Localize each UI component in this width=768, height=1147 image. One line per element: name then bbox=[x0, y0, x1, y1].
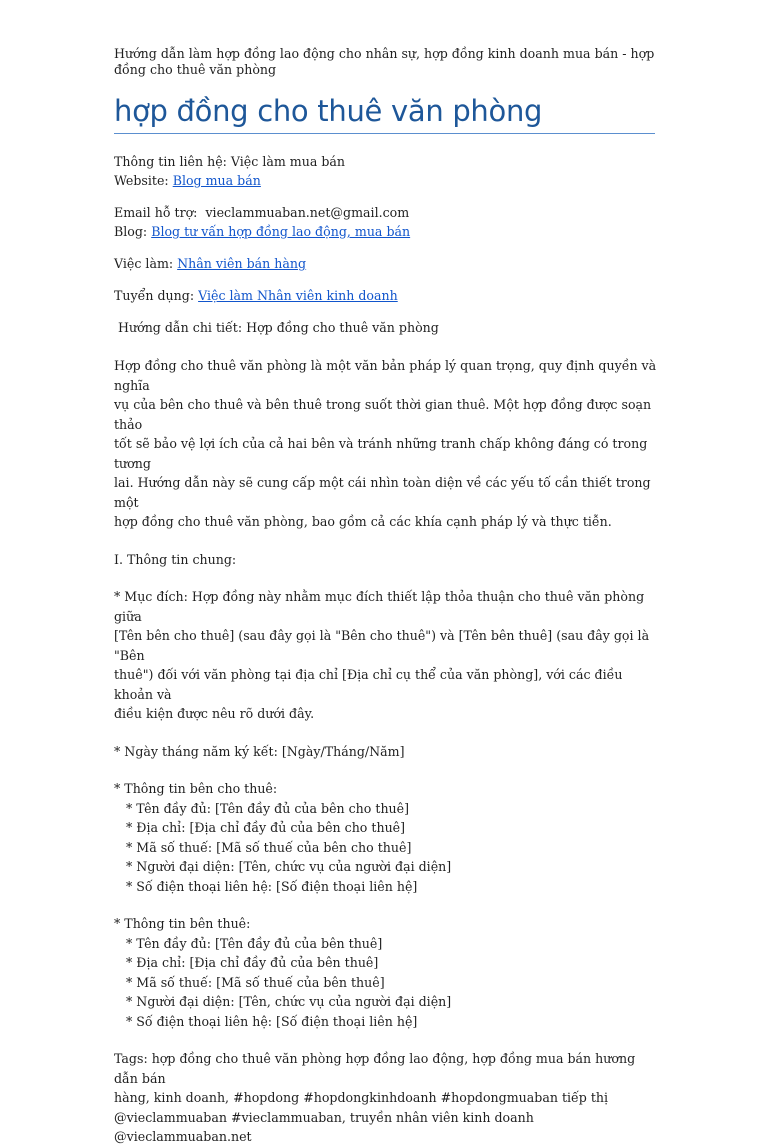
lessor-item: * Mã số thuế: [Mã số thuế của bên cho thuê] bbox=[114, 839, 412, 855]
signing-date-line: * Ngày tháng năm ký kết: [Ngày/Tháng/Năm] bbox=[114, 743, 405, 759]
website-line bbox=[114, 171, 659, 190]
lessee-item: * Tên đầy đủ: [Tên đầy đủ của bên thuê] bbox=[114, 935, 383, 951]
tags-line: hàng, kinh doanh, #hopdong #hopdongkinhdoanh #hopdongmuaban tiếp thị bbox=[114, 1090, 609, 1105]
contact-block bbox=[114, 152, 659, 190]
website-link[interactable]: Blog mua bán bbox=[172, 173, 261, 188]
tags-line: Tags: hợp đồng cho thuê văn phòng hợp đồng lao động, hợp đồng mua bán hương dẫn bán bbox=[114, 1051, 636, 1086]
website-label: Website: bbox=[114, 173, 173, 188]
blog-line bbox=[114, 222, 659, 241]
email-label: Email hỗ trợ: bbox=[114, 205, 206, 220]
email-line bbox=[114, 203, 659, 222]
lessor-item: * Địa chỉ: [Địa chỉ đầy đủ của bên cho thuê] bbox=[114, 820, 406, 835]
lessee-item: * Mã số thuế: [Mã số thuế của bên thuê] bbox=[114, 974, 385, 990]
purpose-line: điều kiện được nêu rõ dưới đây. bbox=[114, 706, 315, 721]
recruit-label: Tuyển dụng: bbox=[114, 288, 199, 303]
email-value: vieclammuaban.net@gmail.com bbox=[205, 205, 410, 220]
lessor-item: * Tên đầy đủ: [Tên đầy đủ của bên cho thuê] bbox=[114, 800, 410, 816]
blog-label: Blog: bbox=[114, 224, 152, 239]
intro-line: vụ của bên cho thuê và bên thuê trong suốt thời gian thuê. Một hợp đồng được soạn thảo bbox=[114, 397, 652, 432]
contact-info-label: Thông tin liên hệ: bbox=[114, 154, 231, 169]
title-divider bbox=[114, 133, 655, 134]
purpose-line: [Tên bên cho thuê] (sau đây gọi là "Bên cho thuê") và [Tên bên thuê] (sau đây gọi là "Bên bbox=[114, 628, 650, 663]
job-line bbox=[114, 254, 659, 273]
job-link[interactable]: Nhân viên bán hàng bbox=[177, 256, 307, 271]
lessee-heading: * Thông tin bên thuê: bbox=[114, 916, 251, 931]
tags-block bbox=[114, 1049, 659, 1147]
intro-line: tốt sẽ bảo vệ lợi ích của cả hai bên và tránh những tranh chấp không đáng có trong tương bbox=[114, 436, 648, 471]
page-title: hợp đồng cho thuê văn phòng bbox=[114, 94, 543, 128]
lessor-item: * Người đại diện: [Tên, chức vụ của người đại diện] bbox=[114, 859, 452, 874]
intro-paragraph bbox=[114, 356, 659, 532]
lessee-item: * Người đại diện: [Tên, chức vụ của người đại diện] bbox=[114, 994, 452, 1009]
lessee-item: * Địa chỉ: [Địa chỉ đầy đủ của bên thuê] bbox=[114, 955, 379, 970]
intro-line: hợp đồng cho thuê văn phòng, bao gồm cả các khía cạnh pháp lý và thực tiễn. bbox=[114, 514, 612, 529]
intro-line: lai. Hướng dẫn này sẽ cung cấp một cái nhìn toàn diện về các yếu tố cần thiết trong một bbox=[114, 475, 651, 510]
blog-link[interactable]: Blog tư vấn hợp đồng lao động, mua bán bbox=[151, 224, 411, 239]
purpose-line: thuê") đối với văn phòng tại địa chỉ [Địa chỉ cụ thể của văn phòng], với các điều khoản và bbox=[114, 667, 623, 702]
contact-info-value: Việc làm mua bán bbox=[230, 154, 346, 169]
lessee-item: * Số điện thoại liên hệ: [Số điện thoại liên hệ] bbox=[114, 1013, 418, 1029]
intro-line: Hợp đồng cho thuê văn phòng là một văn bản pháp lý quan trọng, quy định quyền và nghĩa bbox=[114, 358, 657, 393]
purpose-line: * Mục đích: Hợp đồng này nhằm mục đích thiết lập thỏa thuận cho thuê văn phòng giữa bbox=[114, 589, 645, 624]
section-heading: I. Thông tin chung: bbox=[114, 551, 237, 567]
recruit-link[interactable]: Việc làm Nhân viên kinh doanh bbox=[198, 288, 398, 303]
lessor-heading: * Thông tin bên cho thuê: bbox=[114, 781, 278, 796]
breadcrumb: Hướng dẫn làm hợp đồng lao động cho nhân sự, hợp đồng kinh doanh mua bán - hợp đồng cho thuê văn phòng bbox=[114, 46, 655, 77]
tags-line: @vieclammuaban #vieclammuaban, truyền nhân viên kinh doanh @vieclammuaban.net bbox=[114, 1109, 534, 1144]
guide-line: Hướng dẫn chi tiết: Hợp đồng cho thuê văn phòng bbox=[114, 320, 439, 335]
document-page bbox=[114, 46, 659, 1147]
purpose-paragraph bbox=[114, 587, 659, 724]
lessee-info-block bbox=[114, 914, 659, 1031]
recruit-line bbox=[114, 286, 659, 305]
lessor-info-block bbox=[114, 779, 659, 896]
lessor-item: * Số điện thoại liên hệ: [Số điện thoại liên hệ] bbox=[114, 878, 418, 894]
email-block bbox=[114, 203, 659, 241]
contact-info-line bbox=[114, 152, 659, 171]
job-label: Việc làm: bbox=[114, 256, 178, 271]
